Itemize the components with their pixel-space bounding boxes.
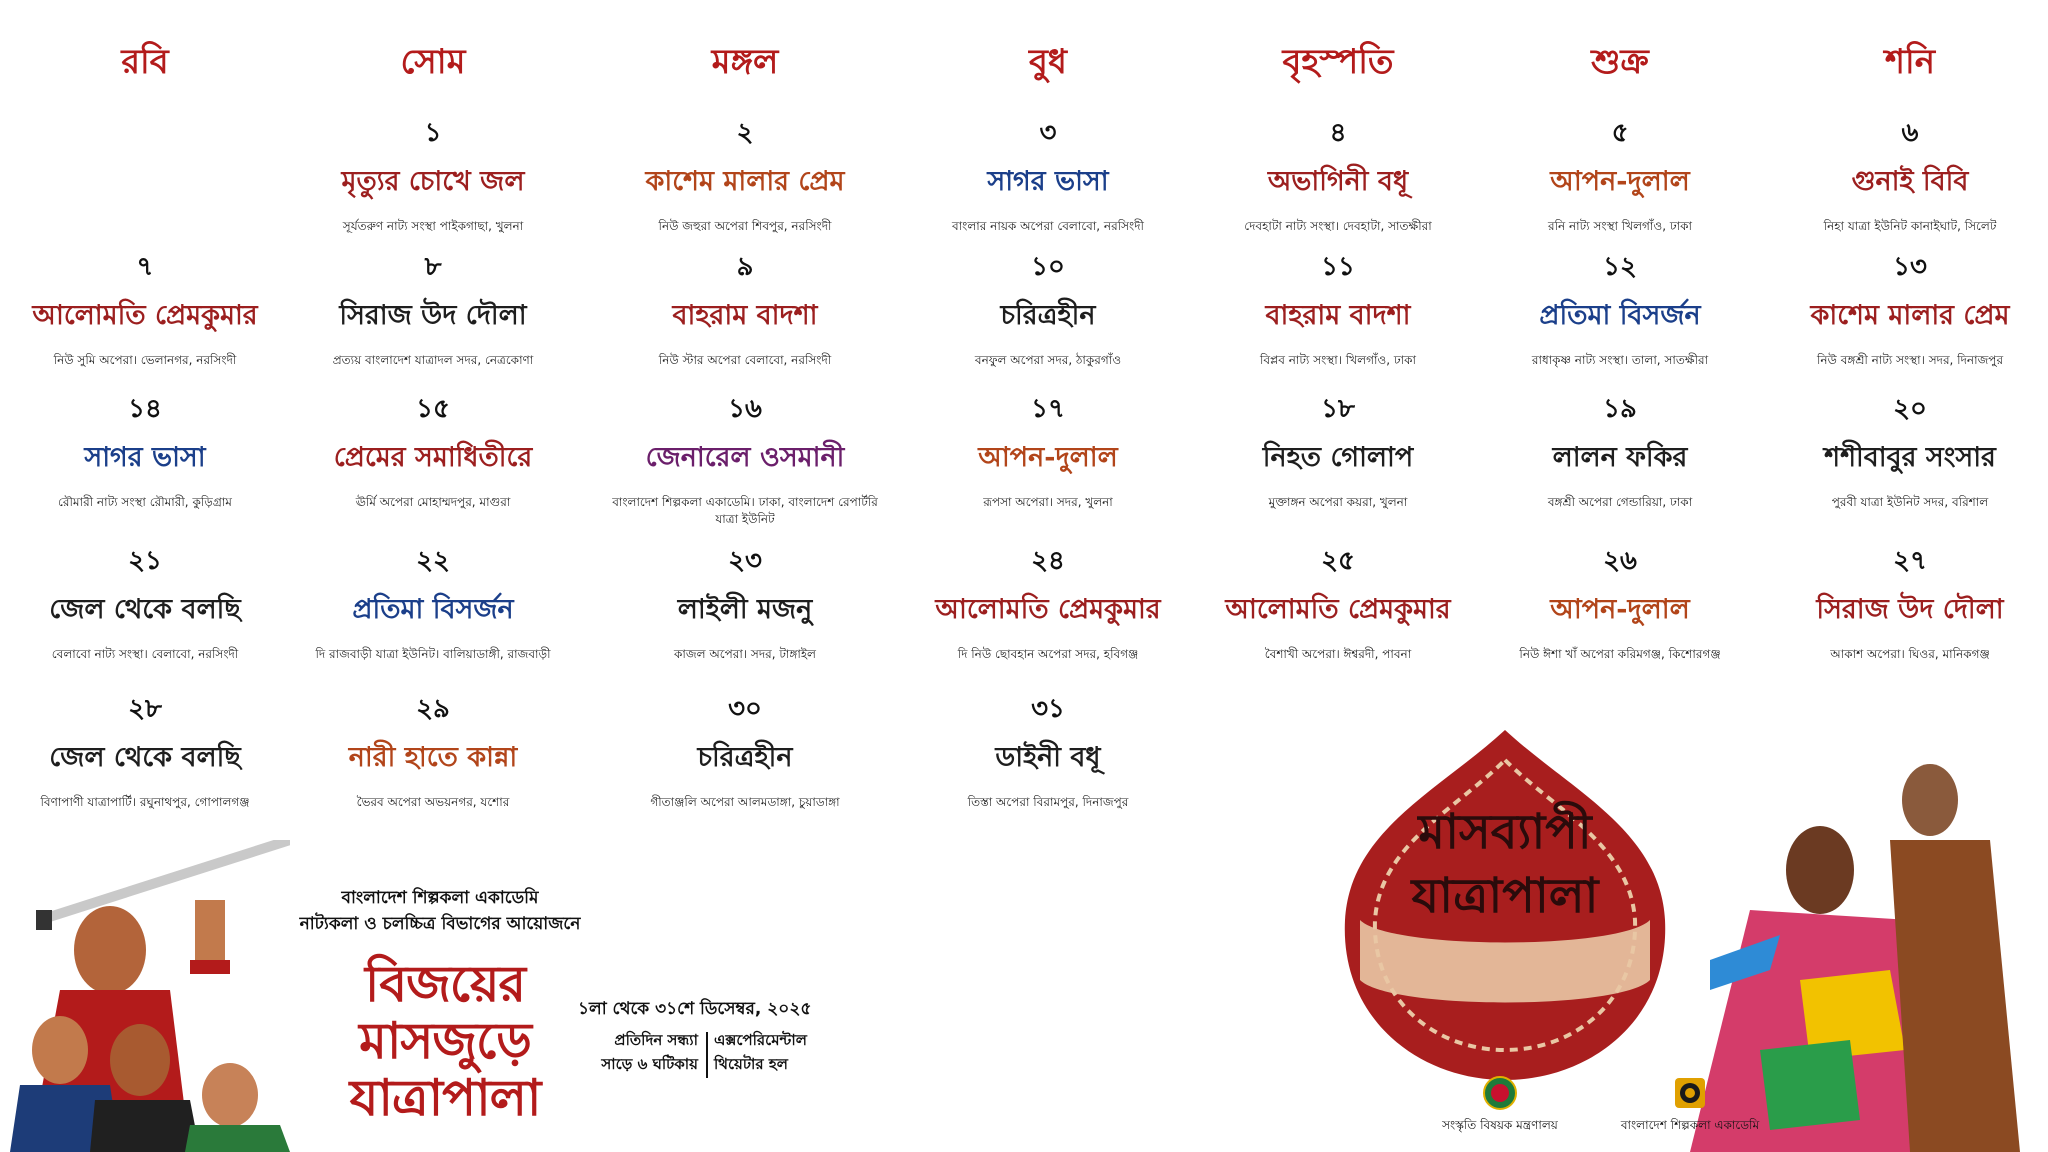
day-number: ২৩ (728, 546, 762, 576)
calendar-day (600, 252, 890, 369)
calendar-day (288, 118, 578, 235)
play-title: আলোমতি প্রেমকুমার (1225, 594, 1451, 625)
troupe-info: বাংলাদেশ শিল্পকলা একাডেমি। ঢাকা, বাংলাদেশ রেপার্টরি যাত্রা ইউনিট (612, 495, 878, 526)
play-title: বাহরাম বাদশা (672, 300, 818, 331)
play-title: চরিত্রহীন (1000, 300, 1096, 331)
play-title: মৃত্যুর চোখে জল (341, 166, 525, 197)
day-number: ১২ (1603, 252, 1637, 282)
troupe-info: ঊর্মি অপেরা মোহাম্মদপুর, মাগুরা (355, 495, 511, 509)
calendar-day (1765, 394, 2048, 511)
calendar-day (903, 394, 1193, 511)
calendar-day (0, 546, 290, 663)
day-number: ১ (424, 118, 442, 148)
play-title: গুনাই বিবি (1851, 166, 1969, 197)
play-title: সাগর ভাসা (84, 442, 206, 473)
ministry-name: সংস্কৃতি বিষয়ক মন্ত্রণালয় (1442, 1118, 1558, 1132)
weekday-1: সোম (400, 42, 466, 82)
day-number: ৮ (424, 252, 442, 282)
troupe-info: বাংলার নায়ক অপেরা বেলাবো, নরসিংদী (952, 219, 1144, 233)
day-number: ২৫ (1321, 546, 1355, 576)
play-title: সিরাজ উদ দৌলা (1816, 594, 2004, 625)
festival-title (345, 955, 545, 1126)
day-number: ১৯ (1603, 394, 1637, 424)
organizer-text (290, 885, 590, 937)
play-title: কাশেম মালার প্রেম (1810, 300, 2010, 331)
day-number: ২৬ (1603, 546, 1637, 576)
troupe-info: নিউ বঙ্গশ্রী নাট্য সংস্থা। সদর, দিনাজপুর (1816, 353, 2004, 367)
troupe-info: বেলাবো নাট্য সংস্থা। বেলাবো, নরসিংদী (51, 647, 239, 661)
play-title: আলোমতি প্রেমকুমার (32, 300, 258, 331)
weekday-4: বৃহস্পতি (1282, 42, 1394, 82)
day-number: ১০ (1031, 252, 1065, 282)
day-number: ২৭ (1893, 546, 1927, 576)
calendar-day (1193, 118, 1483, 235)
calendar-day (1193, 252, 1483, 369)
calendar-day (903, 694, 1193, 811)
promo-left-artwork (0, 840, 290, 1152)
troupe-info: দেবহাটা নাট্য সংস্থা। দেবহাটা, সাতক্ষীরা (1244, 219, 1432, 233)
day-number: ২৮ (128, 694, 162, 724)
troupe-info: রাধাকৃষ্ণ নাট্য সংস্থা। তালা, সাতক্ষীরা (1531, 353, 1709, 367)
play-title: শশীবাবুর সংসার (1824, 442, 1996, 473)
play-title: সিরাজ উদ দৌলা (339, 300, 527, 331)
banner-line-2: যাত্রাপালা (1411, 868, 1599, 924)
calendar-day (600, 694, 890, 811)
weekday-0: রবি (121, 42, 169, 82)
jatra-actors-illustration (0, 840, 290, 1152)
weekday-header (0, 36, 2048, 86)
play-title: চরিত্রহীন (697, 742, 793, 773)
calendar-day (1475, 118, 1765, 235)
schedule-divider (706, 1032, 708, 1078)
day-number: ১১ (1321, 252, 1355, 282)
day-number: ৪ (1329, 118, 1347, 148)
schedule-info (578, 1028, 838, 1080)
troupe-info: দি রাজবাড়ী যাত্রা ইউনিট। বালিয়াডাঙ্গী, রাজবাড়ী (315, 647, 551, 661)
troupe-info: রনি নাট্য সংস্থা খিলগাঁও, ঢাকা (1547, 219, 1693, 233)
festival-title-line-3: যাত্রাপালা (349, 1068, 541, 1127)
day-number: ২ (736, 118, 754, 148)
day-number: ২৪ (1031, 546, 1065, 576)
troupe-info: নিউ স্টার অপেরা বেলাবো, নরসিংদী (658, 353, 832, 367)
venue-line-2: থিয়েটার হল (714, 1055, 788, 1073)
troupe-info: নিউ জহুরা অপেরা শিবপুর, নরসিংদী (658, 219, 832, 233)
date-range: ১লা থেকে ৩১শে ডিসেম্বর, ২০২৫ (578, 999, 812, 1019)
troupe-info: মুক্তাঙ্গন অপেরা কয়রা, খুলনা (1268, 495, 1408, 509)
calendar-day (0, 394, 290, 511)
organizer-line-1: বাংলাদেশ শিল্পকলা একাডেমি (341, 888, 539, 908)
troupe-info: বঙ্গশ্রী অপেরা গেন্ডারিয়া, ঢাকা (1547, 495, 1693, 509)
calendar-day (1475, 252, 1765, 369)
day-number: ২২ (416, 546, 450, 576)
show-time-line-1: প্রতিদিন সন্ধ্যা (614, 1031, 698, 1049)
sword-icon (40, 840, 290, 920)
banner-line-1: মাসব্যাপী (1418, 804, 1592, 860)
troupe-info: বিণাপাণী যাত্রাপার্টি। রঘুনাথপুর, গোপালগঞ্জ (40, 795, 250, 809)
play-title: জেনারেল ওসমানী (645, 442, 845, 473)
ministry-logo (1400, 1075, 1600, 1137)
play-title: প্রতিমা বিসর্জন (352, 594, 514, 625)
festival-title-line-1: বিজয়ের (365, 954, 525, 1013)
actor-head-1 (1786, 826, 1854, 914)
calendar-day (0, 694, 290, 811)
play-title: কাশেম মালার প্রেম (645, 166, 845, 197)
calendar-day (1475, 394, 1765, 511)
calendar-day (288, 252, 578, 369)
day-number: ২০ (1893, 394, 1927, 424)
calendar-day (1765, 546, 2048, 663)
troupe-info: নিউ ঈশা খাঁ অপেরা করিমগঞ্জ, কিশোরগঞ্জ (1519, 647, 1721, 661)
calendar-day (1193, 394, 1483, 511)
troupe-info: নিহা যাত্রা ইউনিট কানাইঘাট, সিলেট (1823, 219, 1997, 233)
day-number: ৩০ (728, 694, 762, 724)
troupe-info: সূর্যতরুণ নাট্য সংস্থা পাইকগাছা, খুলনা (342, 219, 524, 233)
calendar-day (1193, 546, 1483, 663)
venue-line-1: এক্সপেরিমেন্টাল (714, 1031, 807, 1049)
organizer-line-2: নাট্যকলা ও চলচ্চিত্র বিভাগের আয়োজনে (299, 914, 581, 934)
venue (714, 1028, 844, 1076)
calendar-day (1765, 118, 2048, 235)
actor-costume-2 (1890, 840, 2020, 1152)
day-number: ১৪ (128, 394, 162, 424)
troupe-info: বৈশাখী অপেরা। ঈশ্বরদী, পাবনা (1264, 647, 1412, 661)
calendar-day (1765, 252, 2048, 369)
calendar-day (903, 546, 1193, 663)
banner-text (1360, 800, 1650, 928)
troupe-info: তিস্তা অপেরা বিরামপুর, দিনাজপুর (967, 795, 1129, 809)
play-title: আপন-দুলাল (1550, 166, 1690, 197)
play-title: অভাগিনী বধূ (1267, 166, 1409, 197)
troupe-info: বিপ্লব নাট্য সংস্থা। খিলগাঁও, ঢাকা (1259, 353, 1417, 367)
troupe-info: দি নিউ ছোবহান অপেরা সদর, হবিগঞ্জ (957, 647, 1139, 661)
play-title: সাগর ভাসা (987, 166, 1109, 197)
troupe-info: আকাশ অপেরা। ঘিওর, মানিকগঞ্জ (1830, 647, 1990, 661)
day-number: ২৯ (416, 694, 450, 724)
day-number: ৬ (1901, 118, 1919, 148)
calendar-day (1475, 546, 1765, 663)
troupe-info: রূপসা অপেরা। সদর, খুলনা (983, 495, 1113, 509)
play-title: জেল থেকে বলছি (49, 742, 241, 773)
calendar-day (600, 118, 890, 235)
play-title: ডাইনী বধূ (995, 742, 1101, 773)
play-title: নারী হাতে কান্না (348, 742, 518, 773)
troupe-info: গীতাঞ্জলি অপেরা আলমডাঙ্গা, চুয়াডাঙ্গা (650, 795, 840, 809)
calendar-day (903, 252, 1193, 369)
academy-emblem-icon (1672, 1075, 1708, 1111)
weekday-3: বুধ (1029, 42, 1067, 82)
day-number: ৫ (1611, 118, 1629, 148)
calendar-day (288, 546, 578, 663)
troupe-info: রৌমারী নাট্য সংস্থা রৌমারী, কুড়িগ্রাম (58, 495, 232, 509)
play-title: নিহত গোলাপ (1262, 442, 1414, 473)
calendar-day (0, 252, 290, 369)
play-title: প্রতিমা বিসর্জন (1539, 300, 1701, 331)
weekday-5: শুক্র (1591, 42, 1649, 82)
troupe-info: বনফুল অপেরা সদর, ঠাকুরগাঁও (974, 353, 1122, 367)
day-number: ৩১ (1031, 694, 1065, 724)
calendar-day (600, 394, 890, 528)
show-time (578, 1028, 698, 1076)
day-number: ১৩ (1893, 252, 1927, 282)
academy-logo (1590, 1075, 1790, 1137)
day-number: ৭ (136, 252, 154, 282)
day-number: ৯ (736, 252, 754, 282)
calendar-day (600, 546, 890, 663)
show-time-line-2: সাড়ে ৬ ঘটিকায় (601, 1055, 698, 1073)
weekday-2: মঙ্গল (711, 42, 779, 82)
calendar-day (288, 394, 578, 511)
play-title: জেল থেকে বলছি (49, 594, 241, 625)
play-title: লালন ফকির (1552, 442, 1688, 473)
day-number: ১৫ (416, 394, 450, 424)
troupe-info: নিউ সুমি অপেরা। ভেলানগর, নরসিংদী (53, 353, 237, 367)
weekday-6: শনি (1884, 42, 1936, 82)
calendar-day (288, 694, 578, 811)
play-title: আপন-দুলাল (978, 442, 1118, 473)
troupe-info: ভৈরব অপেরা অভয়নগর, যশোর (356, 795, 510, 809)
actor-head-2 (1902, 764, 1958, 836)
play-title: লাইলী মজনু (677, 594, 813, 625)
troupe-info: পুরবী যাত্রা ইউনিট সদর, বরিশাল (1831, 495, 1989, 509)
play-title: আলোমতি প্রেমকুমার (935, 594, 1161, 625)
day-number: ২১ (128, 546, 162, 576)
academy-name: বাংলাদেশ শিল্পকলা একাডেমি (1620, 1118, 1760, 1132)
play-title: প্রেমের সমাধিতীরে (333, 442, 533, 473)
play-title: আপন-দুলাল (1550, 594, 1690, 625)
calendar-day (903, 118, 1193, 235)
day-number: ১৬ (728, 394, 762, 424)
play-title: বাহরাম বাদশা (1265, 300, 1411, 331)
day-number: ১৭ (1031, 394, 1065, 424)
troupe-info: প্রত্যয় বাংলাদেশ যাত্রাদল সদর, নেত্রকোণা (332, 353, 534, 367)
day-number: ৩ (1039, 118, 1057, 148)
festival-title-line-2: মাসজুড়ে (359, 1011, 531, 1070)
day-number: ১৮ (1321, 394, 1355, 424)
troupe-info: কাজল অপেরা। সদর, টাঙ্গাইল (673, 647, 816, 661)
ministry-emblem-icon (1482, 1075, 1518, 1111)
